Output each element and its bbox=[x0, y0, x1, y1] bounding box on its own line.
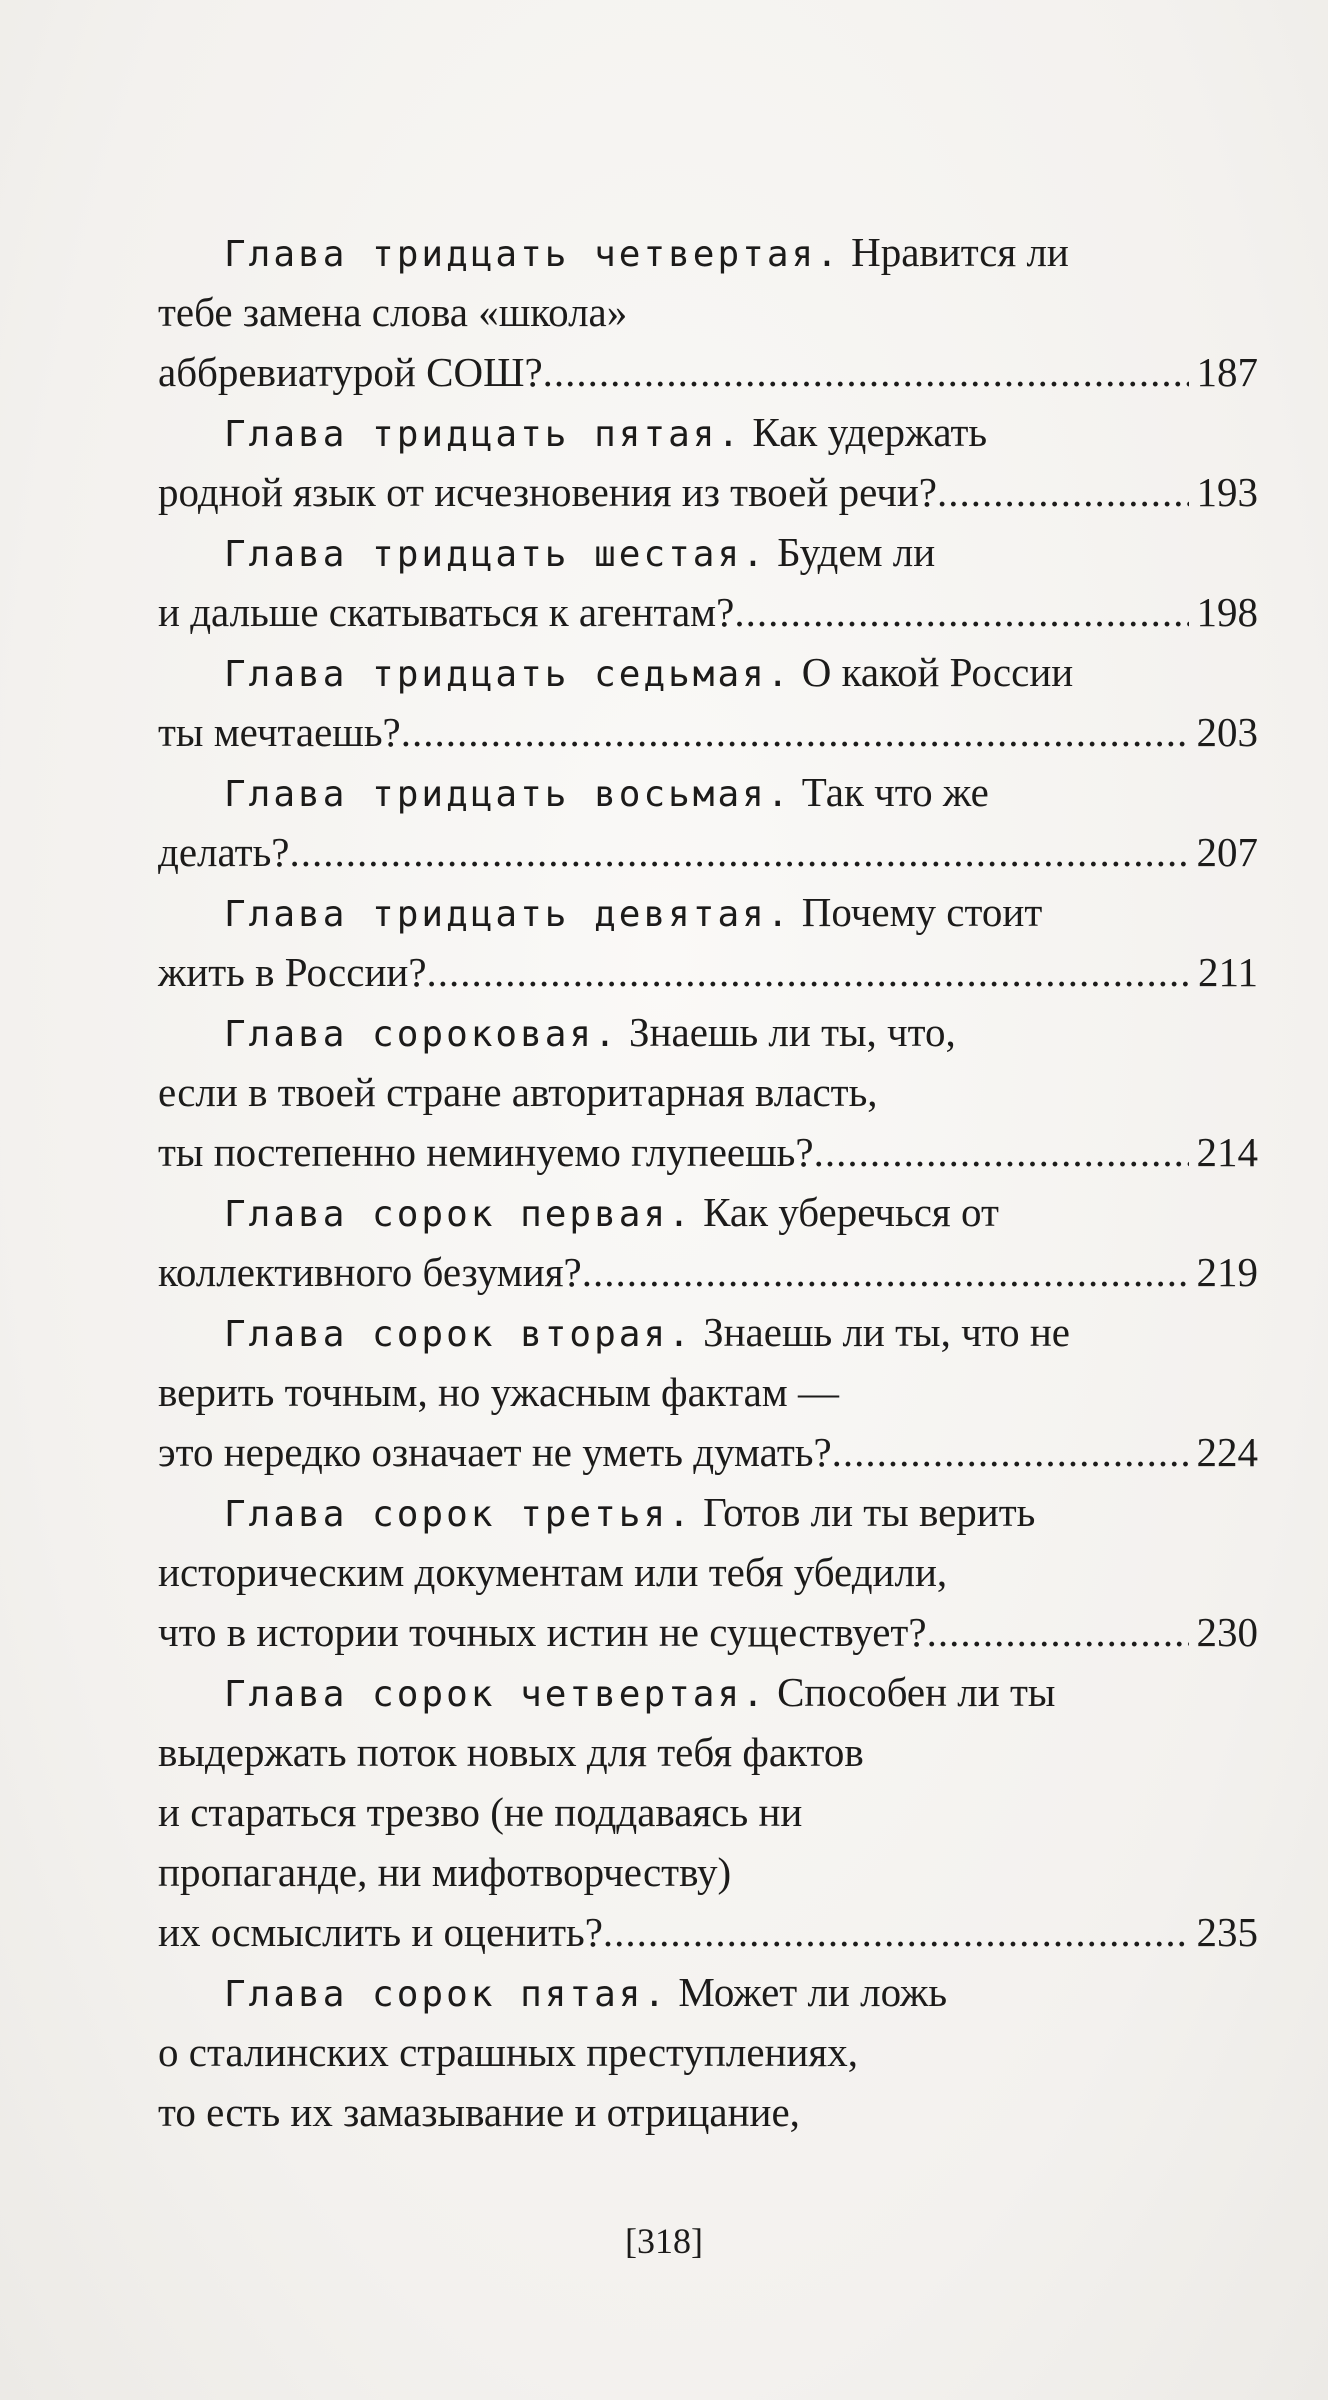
toc-entry-line bbox=[158, 1122, 1258, 1182]
chapter-title-text: Как удержать bbox=[752, 409, 988, 455]
chapter-title-text: коллективного безумия? bbox=[158, 1249, 582, 1295]
toc-entry-line bbox=[158, 762, 1258, 822]
chapter-title-text: Знаешь ли ты, что не bbox=[703, 1309, 1070, 1355]
chapter-title-text: Будем ли bbox=[777, 529, 936, 575]
toc-entry-line bbox=[158, 1002, 1258, 1062]
chapter-title-text: тебе замена слова «школа» bbox=[158, 289, 628, 335]
toc-entry-line bbox=[158, 342, 1258, 402]
toc-page-number: 187 bbox=[1196, 349, 1258, 395]
dot-leader bbox=[401, 702, 1189, 762]
toc-entry-line bbox=[158, 1902, 1258, 1962]
toc-entry-line bbox=[158, 702, 1258, 762]
chapter-label: Глава тридцать девятая. bbox=[224, 894, 792, 935]
dot-leader bbox=[582, 1242, 1189, 1302]
toc-entry-line bbox=[158, 402, 1258, 462]
dot-leader bbox=[543, 342, 1189, 402]
chapter-title-text: родной язык от исчезновения из твоей речи? bbox=[158, 469, 937, 515]
toc-page-number: 230 bbox=[1196, 1609, 1258, 1655]
toc-entry-line bbox=[158, 462, 1258, 522]
toc-entry-line bbox=[158, 582, 1258, 642]
chapter-title-text: ты постепенно неминуемо глупеешь? bbox=[158, 1129, 814, 1175]
dot-leader bbox=[427, 942, 1190, 1002]
table-of-contents bbox=[158, 222, 1258, 2142]
chapter-label: Глава сорок четвертая. bbox=[224, 1674, 767, 1715]
dot-leader bbox=[289, 822, 1188, 882]
toc-entry-line bbox=[158, 1782, 1258, 1842]
chapter-title-text: Знаешь ли ты, что, bbox=[629, 1009, 956, 1055]
toc-entry-line bbox=[158, 1962, 1258, 2022]
dot-leader bbox=[814, 1122, 1189, 1182]
chapter-label: Глава сорок пятая. bbox=[224, 1974, 669, 2015]
chapter-title-text: О какой России bbox=[801, 649, 1074, 695]
chapter-label: Глава сорок первая. bbox=[224, 1194, 693, 1235]
chapter-title-text: верить точным, но ужасным фактам — bbox=[158, 1369, 840, 1415]
toc-entry-line bbox=[158, 642, 1258, 702]
toc-entry-line bbox=[158, 1542, 1258, 1602]
toc-entry-line bbox=[158, 1062, 1258, 1122]
chapter-label: Глава тридцать седьмая. bbox=[224, 654, 792, 695]
toc-entry-line bbox=[158, 882, 1258, 942]
toc-page-number: 235 bbox=[1196, 1909, 1258, 1955]
chapter-title-text: Нравится ли bbox=[851, 229, 1069, 275]
dot-leader bbox=[927, 1602, 1189, 1662]
dot-leader bbox=[603, 1902, 1189, 1962]
chapter-title-text: аббревиатурой СОШ? bbox=[158, 349, 543, 395]
toc-page-number: 214 bbox=[1196, 1129, 1258, 1175]
chapter-title-text: выдержать поток новых для тебя фактов bbox=[158, 1729, 864, 1775]
chapter-title-text: и дальше скатываться к агентам? bbox=[158, 589, 735, 635]
toc-page-number: 211 bbox=[1198, 949, 1258, 995]
chapter-title-text: то есть их замазывание и отрицание, bbox=[158, 2089, 800, 2135]
toc-entry-line bbox=[158, 282, 1258, 342]
chapter-title-text: Как уберечься от bbox=[703, 1189, 999, 1235]
toc-entry-line bbox=[158, 1182, 1258, 1242]
chapter-label: Глава тридцать восьмая. bbox=[224, 774, 792, 815]
dot-leader bbox=[734, 582, 1188, 642]
chapter-title-text: Так что же bbox=[801, 769, 989, 815]
chapter-title-text: жить в России? bbox=[158, 949, 427, 995]
toc-entry-line bbox=[158, 822, 1258, 882]
chapter-title-text: о сталинских страшных преступлениях, bbox=[158, 2029, 859, 2075]
chapter-label: Глава тридцать шестая. bbox=[224, 534, 767, 575]
chapter-title-text: Готов ли ты верить bbox=[703, 1489, 1036, 1535]
chapter-title-text: Способен ли ты bbox=[777, 1669, 1056, 1715]
chapter-title-text: Может ли ложь bbox=[678, 1969, 948, 2015]
chapter-label: Глава сорок третья. bbox=[224, 1494, 693, 1535]
chapter-label: Глава сорок вторая. bbox=[224, 1314, 693, 1355]
toc-entry-line bbox=[158, 1842, 1258, 1902]
toc-entry-line bbox=[158, 1662, 1258, 1722]
toc-page-number: 207 bbox=[1196, 829, 1258, 875]
chapter-title-text: если в твоей стране авторитарная власть, bbox=[158, 1069, 878, 1115]
chapter-title-text: историческим документам или тебя убедили, bbox=[158, 1549, 948, 1595]
toc-entry-line bbox=[158, 1242, 1258, 1302]
toc-entry-line bbox=[158, 2022, 1258, 2082]
toc-page-number: 203 bbox=[1196, 709, 1258, 755]
chapter-title-text: пропаганде, ни мифотворчеству) bbox=[158, 1849, 732, 1895]
toc-page-number: 198 bbox=[1196, 589, 1258, 635]
dot-leader bbox=[937, 462, 1189, 522]
chapter-label: Глава тридцать четвертая. bbox=[224, 234, 841, 275]
toc-entry-line bbox=[158, 1482, 1258, 1542]
toc-page-number: 224 bbox=[1196, 1429, 1258, 1475]
chapter-title-text: делать? bbox=[158, 829, 290, 875]
chapter-title-text: и стараться трезво (не поддаваясь ни bbox=[158, 1789, 803, 1835]
toc-entry-line bbox=[158, 2082, 1258, 2142]
toc-page-number: 219 bbox=[1196, 1249, 1258, 1295]
dot-leader bbox=[832, 1422, 1189, 1482]
toc-entry-line bbox=[158, 1302, 1258, 1362]
chapter-title-text: Почему стоит bbox=[801, 889, 1043, 935]
chapter-title-text: это нередко означает не уметь думать? bbox=[158, 1429, 832, 1475]
chapter-title-text: ты мечтаешь? bbox=[158, 709, 401, 755]
toc-entry-line bbox=[158, 1362, 1258, 1422]
toc-entry-line bbox=[158, 1422, 1258, 1482]
toc-entry-line bbox=[158, 1722, 1258, 1782]
page-number: [318] bbox=[625, 2221, 703, 2261]
toc-entry-line bbox=[158, 522, 1258, 582]
chapter-title-text: что в истории точных истин не существует? bbox=[158, 1609, 927, 1655]
toc-entry-line bbox=[158, 942, 1258, 1002]
toc-entry-line bbox=[158, 222, 1258, 282]
toc-entry-line bbox=[158, 1602, 1258, 1662]
toc-page-number: 193 bbox=[1196, 469, 1258, 515]
chapter-title-text: их осмыслить и оценить? bbox=[158, 1909, 603, 1955]
chapter-label: Глава сороковая. bbox=[224, 1014, 619, 1055]
chapter-label: Глава тридцать пятая. bbox=[224, 414, 743, 455]
